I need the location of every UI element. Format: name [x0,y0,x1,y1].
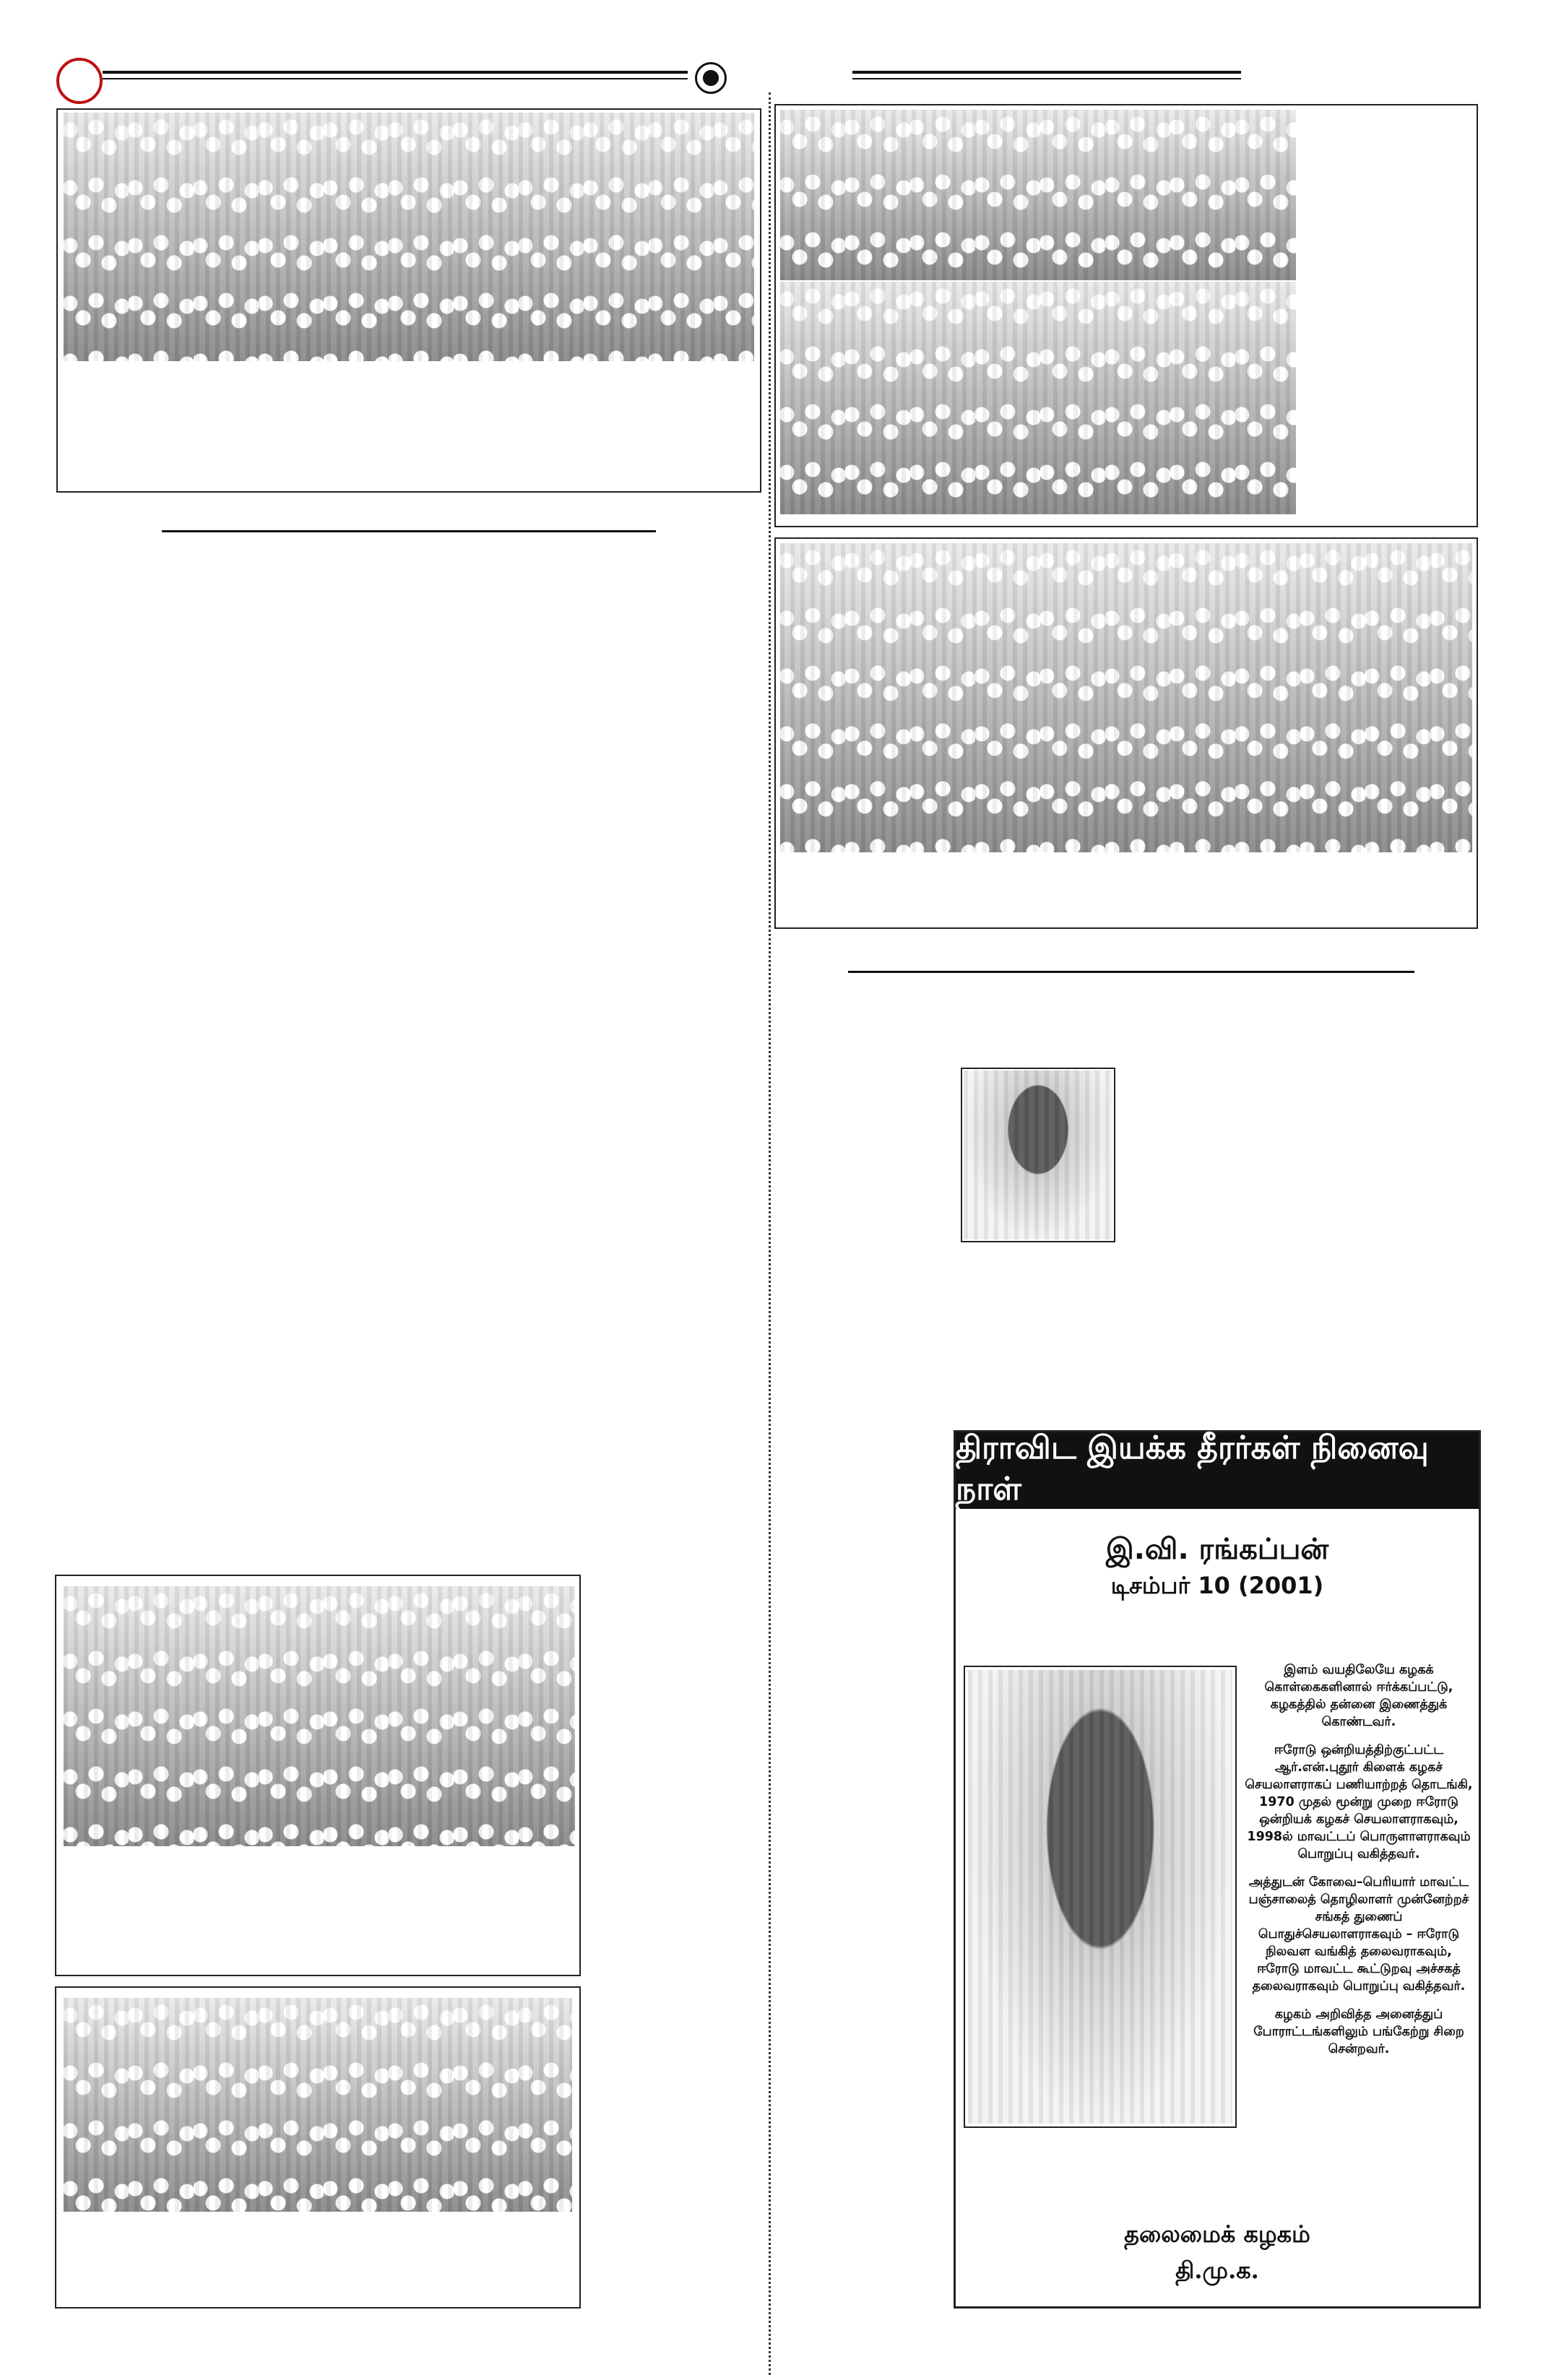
header-rule-left [103,71,688,74]
bio-paragraph-3: அத்துடன் கோவை–பெரியார் மாவட்ட பஞ்சாலைத் தொழிலாளர் முன்னேற்றச் சங்கத் துணைப் பொதுச்செயலாளராகவும் – ஈரோடு நிலவள வங்கித் தலைவராகவும், ஈரோடு மாவட்ட கூட்டுறவு அச்சகத் தலைவராகவும் பொறுப்பு வகித்தவர். [1248,1874,1469,1994]
rising-sun-logo [56,58,103,104]
right-section-divider [848,971,1414,973]
right-top-photo-leaders [780,110,1296,280]
memorial-date: டிசம்பர் 10 (2001) [1110,1572,1324,1599]
bio-paragraph-1: இளம் வயதிலேயே கழகக் கொள்கைகளினால் ஈர்க்கப்பட்டு, கழகத்தில் தன்னை இணைத்துக் கொண்டவர். [1264,1663,1453,1730]
elephant-emblem-icon [695,62,727,94]
right-middle-photo [780,543,1472,852]
memorial-portrait-photo [968,1670,1232,2124]
left-bottom-photo-1 [64,1586,575,1846]
left-section-divider [162,530,656,532]
header-rule-left-thin [103,78,688,79]
memorial-footer-line1: தலைமைக் கழகம் [1124,2220,1310,2248]
column-divider [769,92,771,2375]
memorial-footer-line2: தி.மு.க. [1175,2256,1259,2284]
right-top-photo-crowd [780,282,1296,514]
header-rule-right [852,71,1241,74]
memorial-heading: திராவிட இயக்க தீரர்கள் நினைவு நாள் [956,1432,1479,1509]
memorial-name: இ.வி. ரங்கப்பன் [1105,1533,1329,1566]
left-bottom-photo-2 [64,1998,572,2212]
memorial-bio [1244,1661,1474,2068]
bio-paragraph-4: கழகம் அறிவித்த அனைத்துப் போராட்டங்களிலும் பங்கேற்று சிறை சென்றவர். [1253,2007,1464,2056]
left-top-photo [64,113,754,361]
bio-paragraph-2: ஈரோடு ஒன்றியத்திற்குட்பட்ட ஆர்.என்.புதூர் கிளைக் கழகச் செயலாளராகப் பணியாற்றத் தொடங்கி, 1970 முதல் மூன்று முறை ஈரோடு ஒன்றியக் கழகச் செயலாளராகவும், 1998ல் மாவட்டப் பொருளாளராகவும் பொறுப்பு வகித்தவர். [1245,1742,1473,1862]
header-rule-right-thin [852,78,1241,79]
portrait-photo [964,1070,1112,1239]
